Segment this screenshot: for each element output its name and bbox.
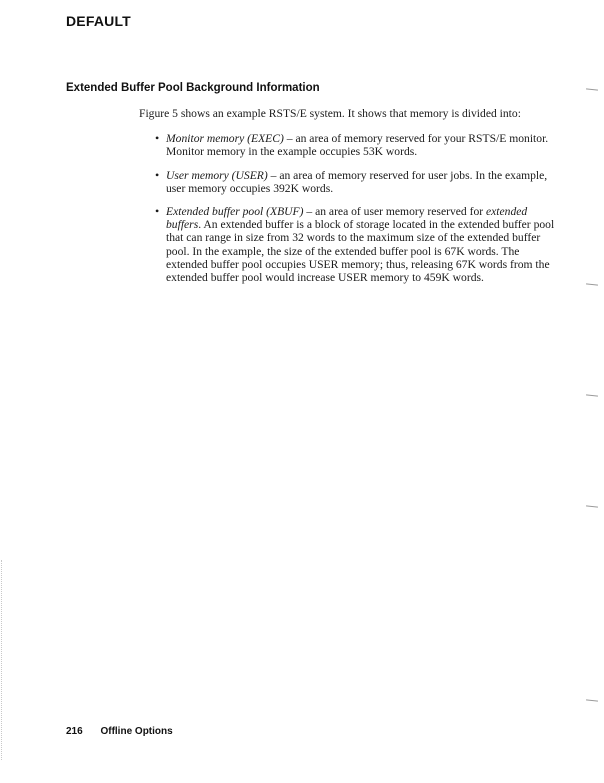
binder-mark-decoration: [586, 394, 598, 396]
running-head: DEFAULT: [66, 13, 131, 29]
binder-mark-decoration: [586, 699, 598, 701]
bullet-text: – an area of memory reserved for user jobs. In the example, user memory occupies 392K words.: [166, 168, 548, 195]
bullet-icon: •: [155, 167, 160, 182]
bullet-item-xbuf: [139, 205, 559, 284]
binder-mark-decoration: [586, 88, 598, 90]
chapter-title: Offline Options: [100, 726, 173, 737]
bullet-item-exec: [139, 132, 559, 158]
bullet-text: – an area of memory reserved for your RSTS/E monitor. Monitor memory in the example occupies 53K words.: [166, 132, 549, 159]
intro-paragraph: Figure 5 shows an example RSTS/E system. It shows that memory is divided into:: [139, 107, 521, 120]
binder-mark-decoration: [586, 283, 598, 285]
body-text: [139, 107, 559, 294]
scan-edge-decoration: [1, 560, 2, 760]
bullet-icon: •: [155, 204, 160, 219]
bullet-term: Extended buffer pool (XBUF): [166, 205, 304, 219]
bullet-term-extended-buffers: extended buffers: [166, 205, 528, 232]
bullet-term: Monitor memory (EXEC): [166, 132, 284, 146]
page-footer: [66, 726, 173, 737]
bullet-term: User memory (USER): [166, 168, 268, 182]
bullet-item-user: [139, 169, 559, 195]
page-number: 216: [66, 726, 83, 737]
bullet-icon: •: [155, 131, 160, 146]
bullet-list: [139, 132, 559, 284]
section-heading: Extended Buffer Pool Background Information: [66, 82, 320, 94]
bullet-text-continued: . An extended buffer is a block of storage located in the extended buffer pool that can range in size from 32 words to the maximum size of the extended buffer pool. In the example, the size of the extended buffer pool is 67K words. The extended buffer pool occupies USER memory; thus, releasing 67K words from the extended buffer pool would increase USER memory to 459K words.: [166, 218, 555, 285]
binder-mark-decoration: [586, 505, 598, 507]
bullet-text: – an area of user memory reserved for: [303, 205, 487, 219]
